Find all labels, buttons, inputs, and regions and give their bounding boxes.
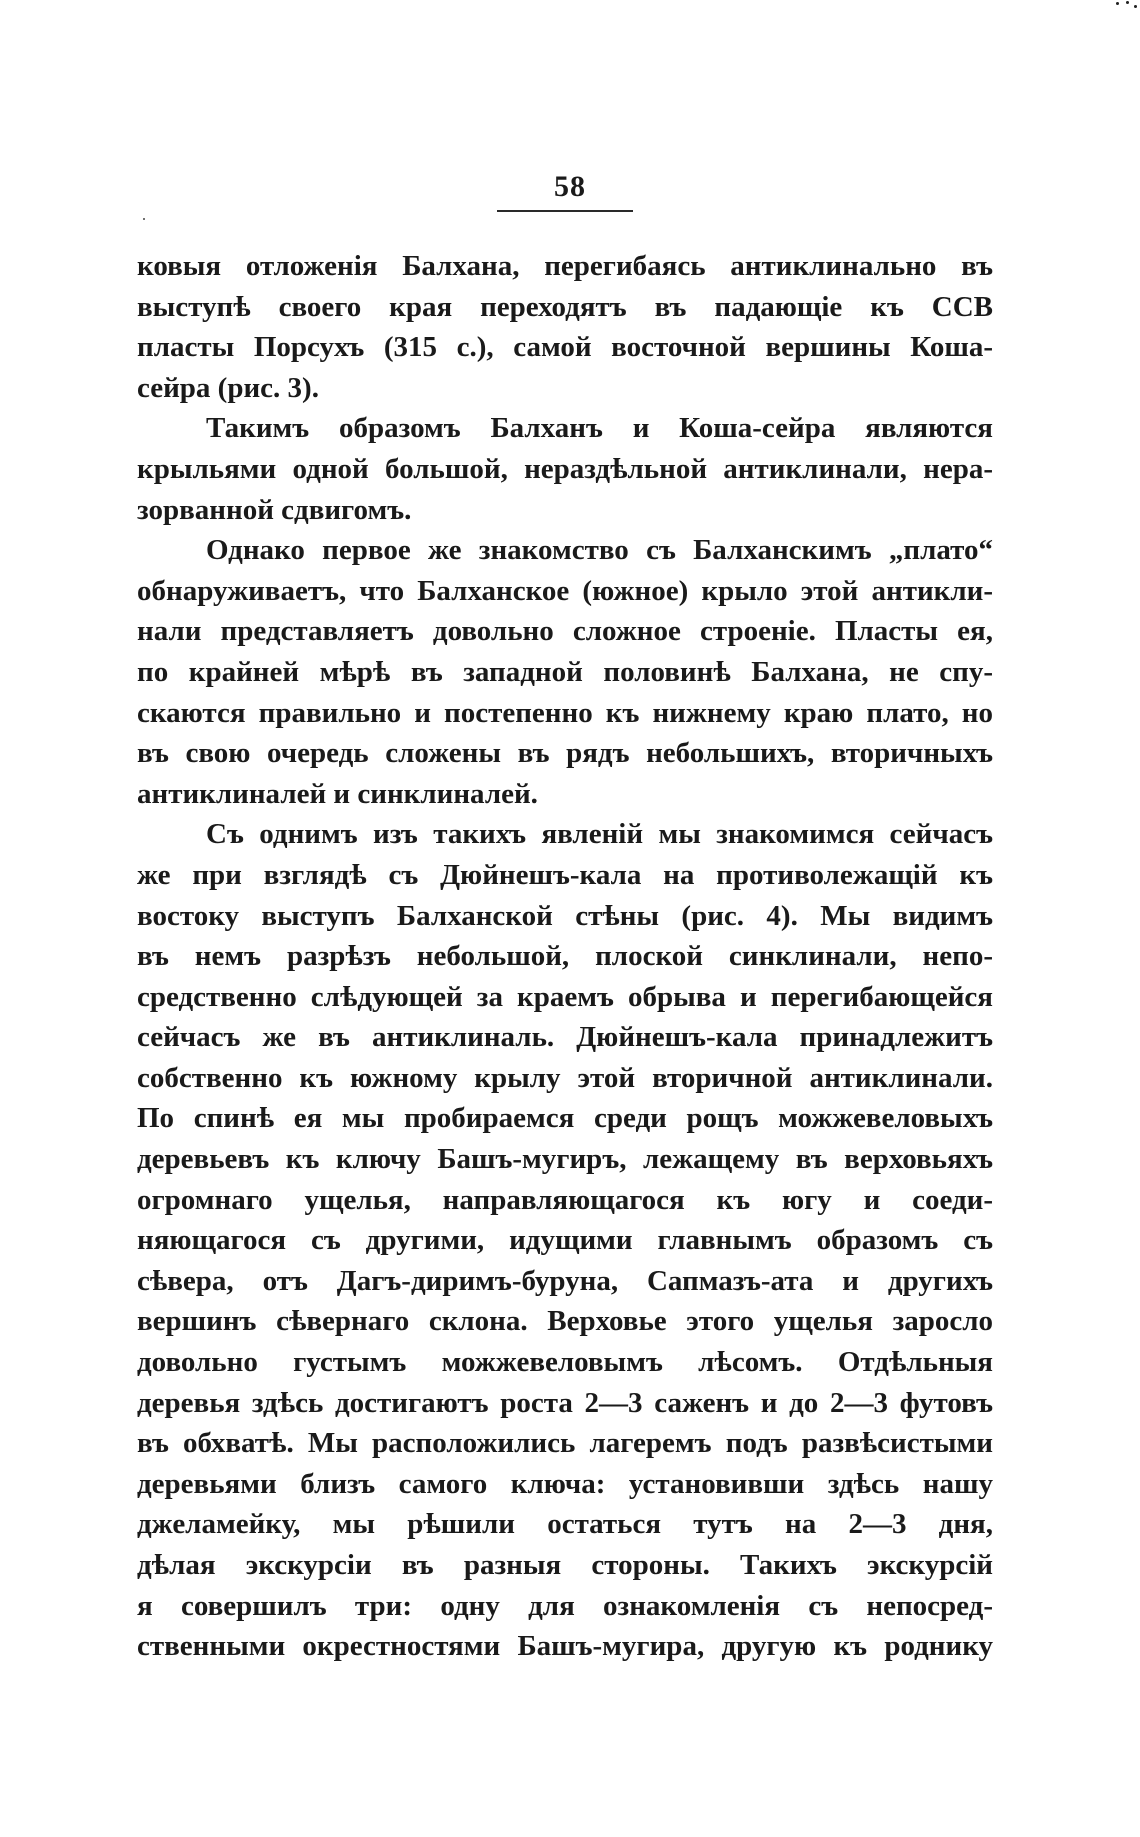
text-line: няющагося съ другими, идущими главнымъ образомъ съ xyxy=(137,1224,993,1257)
text-line: деревьевъ къ ключу Башъ-мугиръ, лежащему въ верховьяхъ xyxy=(137,1143,993,1176)
text-line: По спинѣ ея мы пробираемся среди рощъ можжевеловыхъ xyxy=(137,1102,993,1135)
text-line: огромнаго ущелья, направляющагося къ югу и соеди- xyxy=(137,1183,993,1216)
text-line: ственными окрестностями Башъ-мугира, другую къ роднику xyxy=(137,1630,993,1663)
text-line: деревьями близъ самого ключа: установивши здѣсь нашу xyxy=(137,1467,993,1500)
text-line: скаются правильно и постепенно къ нижнему краю плато, но xyxy=(137,696,993,729)
text-line: выступѣ своего края переходятъ въ падающiе къ ССВ xyxy=(137,290,993,323)
text-line: сѣвера, отъ Дагъ-диримъ-буруна, Сапмазъ-ата и другихъ xyxy=(137,1264,993,1297)
text-line: вершинъ сѣвернаго склона. Верховье этого ущелья заросло xyxy=(137,1305,993,1338)
text-line: въ немъ разрѣзъ небольшой, плоской синклинали, непо- xyxy=(137,940,993,973)
text-line: крыльями одной большой, нераздѣльной антиклинали, нера- xyxy=(137,452,993,485)
text-line: деревья здѣсь достигаютъ роста 2—3 саженъ и до 2—3 футовъ xyxy=(137,1386,993,1419)
text-line: въ свою очередь сложены въ рядъ небольшихъ, вторичныхъ xyxy=(137,737,993,770)
scan-speck xyxy=(143,218,145,220)
text-line: сейчасъ же въ антиклиналь. Дюйнешъ-кала принадлежитъ xyxy=(137,1021,993,1054)
text-line: Такимъ образомъ Балханъ и Коша-сейра являются xyxy=(206,412,993,445)
text-line: ковыя отложенiя Балхана, перегибаясь антиклинально въ xyxy=(137,250,993,282)
text-line: дѣлая экскурсiи въ разныя стороны. Такихъ экскурсiй xyxy=(137,1549,993,1581)
text-line: Однако первое же знакомство съ Балханскимъ „плато“ xyxy=(206,534,993,567)
text-line: Съ однимъ изъ такихъ явленiй мы знакомимся сейчасъ xyxy=(206,818,993,851)
text-line: въ обхватѣ. Мы расположились лагеремъ подъ развѣсистыми xyxy=(137,1427,993,1460)
text-line: же при взглядѣ съ Дюйнешъ-кала на противолежащiй къ xyxy=(137,858,993,891)
text-line: пласты Порсухъ (315 с.), самой восточной вершины Коша- xyxy=(137,331,993,364)
text-line: собственно къ южному крылу этой вторичной антиклинали. xyxy=(137,1061,993,1094)
page-number-rule xyxy=(497,210,633,212)
text-line: средственно слѣдующей за краемъ обрыва и перегибающейся xyxy=(137,980,993,1013)
text-line: зорванной сдвигомъ. xyxy=(137,493,412,526)
body-text xyxy=(137,246,993,1667)
text-line: довольно густымъ можжевеловымъ лѣсомъ. Отдѣльныя xyxy=(137,1346,993,1379)
text-line: востоку выступъ Балханской стѣны (рис. 4). Мы видимъ xyxy=(137,899,993,932)
page-number: 58 xyxy=(554,170,586,203)
text-line: обнаруживаетъ, что Балханское (южное) крыло этой антикли- xyxy=(137,574,993,607)
text-line: нали представляетъ довольно сложное строенiе. Пласты ея, xyxy=(137,615,993,648)
text-line: джеламейку, мы рѣшили остаться тутъ на 2—3 дня, xyxy=(137,1508,993,1541)
text-line: сейра (рис. 3). xyxy=(137,371,319,404)
text-line: я совершилъ три: одну для ознакомленiя съ непосред- xyxy=(137,1589,993,1622)
text-line: по крайней мѣрѣ въ западной половинѣ Балхана, не спу- xyxy=(137,655,993,688)
scan-corner-mark xyxy=(1112,0,1140,14)
text-line: антиклиналей и синклиналей. xyxy=(137,777,538,810)
